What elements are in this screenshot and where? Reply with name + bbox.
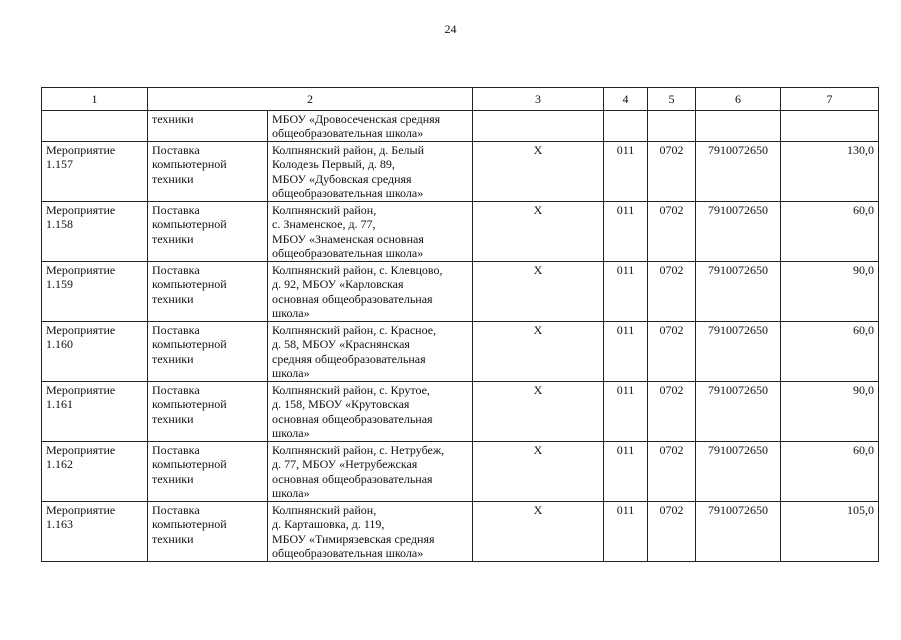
event-cell: [42, 381, 148, 441]
text-line: д. 58, МБОУ «Краснянская: [272, 337, 410, 351]
text-line: техники: [152, 531, 194, 546]
text-line: д. 77, МБОУ «Нетрубежская: [272, 457, 418, 471]
text-line: Поставка: [152, 442, 200, 457]
address-cell: [268, 141, 473, 201]
text-line: Поставка: [152, 322, 200, 337]
text-line: Колпнянский район, с. Красное,: [272, 322, 437, 337]
header-col-7: 7: [781, 88, 879, 111]
description-cell: [148, 141, 268, 201]
text-line: Мероприятие: [46, 502, 116, 517]
text-line: д. 92, МБОУ «Карловская: [272, 277, 404, 291]
table-body: [42, 110, 879, 561]
col6-cell: 7910072650: [696, 501, 781, 561]
col3-cell: X: [473, 141, 604, 201]
text-line: техники: [152, 411, 194, 426]
text-line: с. Знаменское, д. 77,: [272, 217, 376, 231]
text-line: Мероприятие: [46, 322, 116, 337]
text-line: Поставка: [152, 382, 200, 397]
text-line: техники: [152, 171, 194, 186]
text-line: 1.157: [46, 157, 73, 171]
continuation-cell-1: [42, 110, 148, 141]
text-line: компьютерной: [152, 457, 227, 471]
amount-cell: 60,0: [781, 321, 879, 381]
amount-cell: 60,0: [781, 441, 879, 501]
col4-cell: 011: [604, 321, 648, 381]
text-line: Колпнянский район,: [272, 202, 377, 217]
address-cell: [268, 381, 473, 441]
col6-cell: 7910072650: [696, 201, 781, 261]
col4-cell: 011: [604, 261, 648, 321]
text-line: основная общеобразовательная: [272, 291, 433, 306]
text-line: общеобразовательная школа»: [272, 126, 424, 140]
table-header: [42, 88, 879, 111]
col3-cell: X: [473, 441, 604, 501]
text-line: 1.160: [46, 337, 73, 351]
text-line: компьютерной: [152, 217, 227, 231]
col4-cell: 011: [604, 201, 648, 261]
col6-cell: 7910072650: [696, 381, 781, 441]
header-col-2: 2: [148, 88, 473, 111]
text-line: общеобразовательная школа»: [272, 546, 424, 560]
continuation-cell-5: [648, 110, 696, 141]
col3-cell: X: [473, 201, 604, 261]
table-row: [42, 321, 879, 381]
text-line: техники: [152, 291, 194, 306]
text-line: д. Карташовка, д. 119,: [272, 517, 385, 531]
address-cell: [268, 441, 473, 501]
table-row: [42, 201, 879, 261]
amount-cell: 60,0: [781, 201, 879, 261]
col6-cell: 7910072650: [696, 261, 781, 321]
header-col-4: 4: [604, 88, 648, 111]
continuation-address: [268, 110, 473, 141]
text-line: Поставка: [152, 262, 200, 277]
event-cell: [42, 441, 148, 501]
text-line: Поставка: [152, 202, 200, 217]
col4-cell: 011: [604, 141, 648, 201]
table-row: [42, 441, 879, 501]
col6-cell: 7910072650: [696, 141, 781, 201]
col4-cell: 011: [604, 441, 648, 501]
table-row: [42, 261, 879, 321]
text-line: основная общеобразовательная: [272, 411, 433, 426]
col5-cell: 0702: [648, 441, 696, 501]
address-cell: [268, 261, 473, 321]
text-line: 1.163: [46, 517, 73, 531]
table-row: [42, 141, 879, 201]
text-line: Колпнянский район, с. Крутое,: [272, 382, 430, 397]
table-row: [42, 381, 879, 441]
amount-cell: 90,0: [781, 261, 879, 321]
page-number: 24: [444, 22, 457, 36]
address-cell: [268, 201, 473, 261]
text-line: Поставка: [152, 502, 200, 517]
text-line: компьютерной: [152, 157, 227, 171]
event-cell: [42, 321, 148, 381]
table-row: [42, 501, 879, 561]
text-line: техники: [152, 351, 194, 366]
text-line: Колпнянский район, с. Нетрубеж,: [272, 442, 445, 457]
text-line: компьютерной: [152, 337, 227, 351]
col5-cell: 0702: [648, 141, 696, 201]
col5-cell: 0702: [648, 261, 696, 321]
address-cell: [268, 501, 473, 561]
col6-cell: 7910072650: [696, 321, 781, 381]
text-line: Мероприятие: [46, 202, 116, 217]
text-line: 1.159: [46, 277, 73, 291]
text-line: д. 158, МБОУ «Крутовская: [272, 397, 410, 411]
col5-cell: 0702: [648, 201, 696, 261]
text-line: Колпнянский район, с. Клевцово,: [272, 262, 443, 277]
text-line: компьютерной: [152, 397, 227, 411]
text-line: школа»: [272, 306, 310, 320]
event-cell: [42, 201, 148, 261]
text-line: компьютерной: [152, 277, 227, 291]
text-line: общеобразовательная школа»: [272, 246, 424, 260]
text-line: МБОУ «Знаменская основная: [272, 231, 424, 246]
text-line: 1.161: [46, 397, 73, 411]
continuation-desc: техники: [148, 110, 268, 141]
text-line: основная общеобразовательная: [272, 471, 433, 486]
description-cell: [148, 261, 268, 321]
event-cell: [42, 501, 148, 561]
col6-cell: 7910072650: [696, 441, 781, 501]
text-line: Колодезь Первый, д. 89,: [272, 157, 395, 171]
continuation-cell-7: [781, 110, 879, 141]
header-col-3: 3: [473, 88, 604, 111]
description-cell: [148, 501, 268, 561]
col4-cell: 011: [604, 501, 648, 561]
text-line: Мероприятие: [46, 142, 116, 157]
text-line: Колпнянский район,: [272, 502, 377, 517]
header-col-5: 5: [648, 88, 696, 111]
text-line: школа»: [272, 486, 310, 500]
text-line: школа»: [272, 366, 310, 380]
text-line: МБОУ «Дубовская средняя: [272, 171, 412, 186]
col3-cell: X: [473, 321, 604, 381]
col5-cell: 0702: [648, 381, 696, 441]
col3-cell: X: [473, 501, 604, 561]
text-line: техники: [152, 231, 194, 246]
text-line: 1.162: [46, 457, 73, 471]
text-line: Поставка: [152, 142, 200, 157]
text-line: МБОУ «Тимирязевская средняя: [272, 531, 435, 546]
amount-cell: 105,0: [781, 501, 879, 561]
col4-cell: 011: [604, 381, 648, 441]
col3-cell: X: [473, 381, 604, 441]
text-line: Мероприятие: [46, 382, 116, 397]
continuation-cell-6: [696, 110, 781, 141]
data-table: [41, 87, 879, 562]
address-cell: [268, 321, 473, 381]
amount-cell: 90,0: [781, 381, 879, 441]
text-line: 1.158: [46, 217, 73, 231]
text-line: средняя общеобразовательная: [272, 351, 426, 366]
description-cell: [148, 201, 268, 261]
col3-cell: X: [473, 261, 604, 321]
col5-cell: 0702: [648, 501, 696, 561]
continuation-cell-4: [604, 110, 648, 141]
table-row-continuation: [42, 110, 879, 141]
event-cell: [42, 141, 148, 201]
text-line: общеобразовательная школа»: [272, 186, 424, 200]
text-line: техники: [152, 471, 194, 486]
header-col-6: 6: [696, 88, 781, 111]
col5-cell: 0702: [648, 321, 696, 381]
text-line: компьютерной: [152, 517, 227, 531]
text-line: школа»: [272, 426, 310, 440]
text-line: Мероприятие: [46, 442, 116, 457]
event-cell: [42, 261, 148, 321]
description-cell: [148, 321, 268, 381]
description-cell: [148, 441, 268, 501]
text-line: МБОУ «Дровосеченская средняя: [272, 111, 441, 126]
amount-cell: 130,0: [781, 141, 879, 201]
continuation-cell-3: [473, 110, 604, 141]
text-line: Мероприятие: [46, 262, 116, 277]
header-col-1: 1: [42, 88, 148, 111]
text-line: Колпнянский район, д. Белый: [272, 142, 424, 157]
description-cell: [148, 381, 268, 441]
